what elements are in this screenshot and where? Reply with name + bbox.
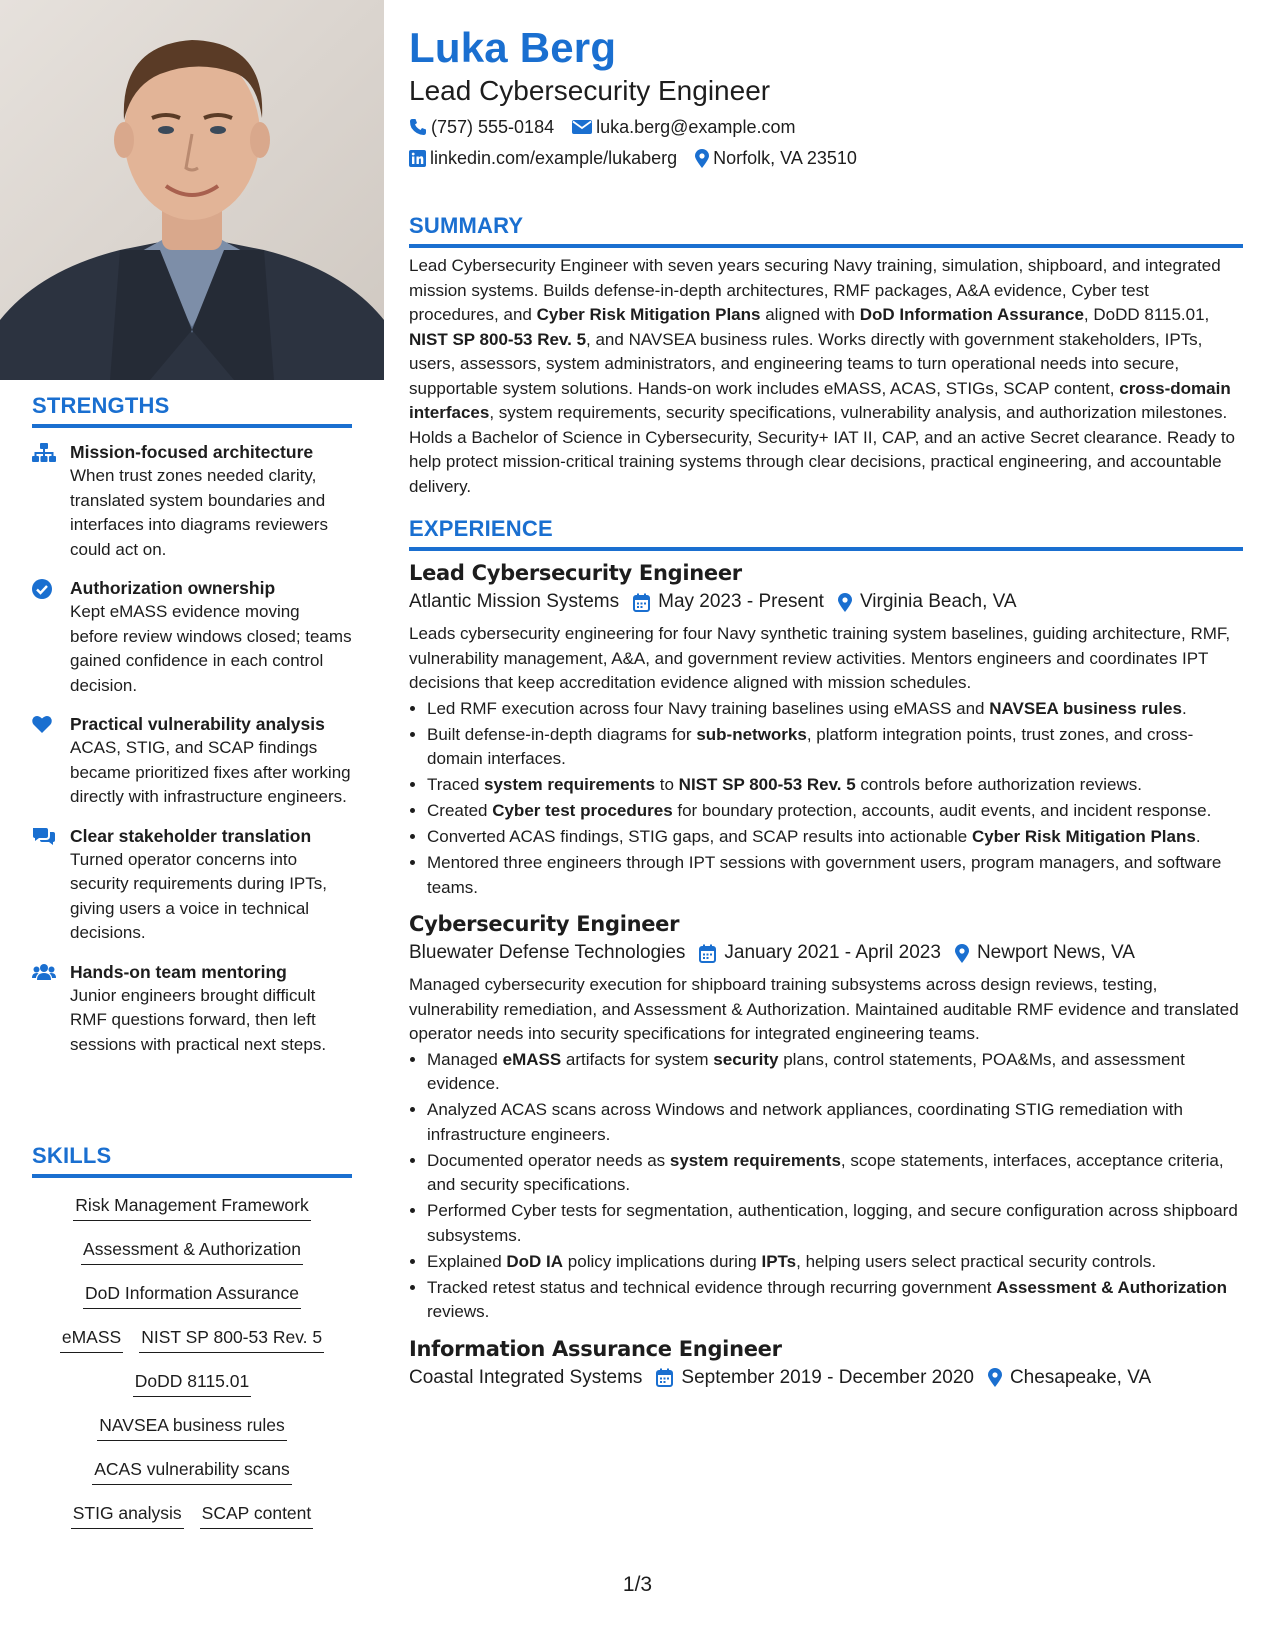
location-contact [695,146,857,170]
strength-item [32,712,352,810]
map-pin-icon [988,1368,1002,1387]
list-item: • Traced system requirements to NIST SP 800-53 Rev. 5 controls before authorization reviews. [427,773,1243,798]
email-contact[interactable] [572,115,795,139]
check-circle-icon [32,576,56,698]
job-company: Coastal Integrated Systems [409,1366,643,1388]
skill-tag: SCAP content [200,1500,314,1529]
list-item: • Performed Cyber tests for segmentation, authentication, logging, and secure configuration across shipboard subsystems. [427,1199,1243,1248]
job-description: Managed cybersecurity execution for shipboard training subsystems across design reviews, testing, vulnerability remediation, and Assessment & Authorization. Maintained auditable RMF evidence and translated operator needs into security specifications for integrated engineering teams. [409,975,1239,1043]
location-text: Norfolk, VA 23510 [713,148,857,168]
skill-tag: Assessment & Authorization [81,1236,303,1265]
strength-title: Mission-focused architecture [70,442,314,462]
sitemap-icon [32,440,56,562]
calendar-icon [633,593,650,612]
users-icon [32,960,56,1058]
skill-tag: eMASS [60,1324,123,1353]
strength-desc: Junior engineers brought difficult RMF questions forward, then left sessions with practical next steps. [70,985,327,1054]
job-company: Atlantic Mission Systems [409,591,620,612]
job-title: Cybersecurity Engineer [409,912,680,936]
job-meta [409,589,1243,615]
skill-tag: Risk Management Framework [73,1192,310,1221]
job-dates: September 2019 - December 2020 [681,1366,974,1388]
job-description: Leads cybersecurity engineering for four Navy synthetic training system baselines, guiding architecture, RMF, vulnerability management, A&A, and government review activities. Mentors engineers and coordinates IPT decisions that keep accreditation evidence aligned with mission schedules. [409,624,1231,692]
strength-desc: When trust zones needed clarity, translated system boundaries and interfaces into diagrams reviewers could act on. [70,466,328,559]
list-item: • Explained DoD IA policy implications during IPTs, helping users select practical security controls. [427,1250,1243,1275]
strength-title: Authorization ownership [70,578,276,598]
strength-item [32,576,352,698]
skill-tag: STIG analysis [71,1500,184,1529]
job-location: Chesapeake, VA [1009,1366,1152,1388]
skill-tag: NIST SP 800-53 Rev. 5 [139,1324,324,1353]
linkedin-text: linkedin.com/example/lukaberg [430,148,678,168]
strength-item [32,440,352,562]
map-pin-icon [838,593,852,612]
strength-title: Practical vulnerability analysis [70,714,325,734]
contact-row [409,115,1243,139]
job-title: Lead Cybersecurity Engineer [409,561,742,585]
contact-row [409,146,1243,170]
skill-tag: ACAS vulnerability scans [92,1456,292,1485]
map-pin-icon [955,944,969,963]
skills-title: SKILLS [32,1143,112,1168]
linkedin-icon [409,150,426,167]
job-bullets [409,1048,1243,1325]
job-entry [409,559,1243,900]
strength-desc: Turned operator concerns into security requirements during IPTs, giving users a voice in technical decisions. [70,849,327,942]
experience-section [409,515,1243,1391]
strength-title: Hands-on team mentoring [70,961,287,982]
job-meta [409,1365,1243,1391]
strength-desc: ACAS, STIG, and SCAP findings became prioritized fixes after working directly with infrastructure engineers. [70,738,351,806]
strength-item [32,960,352,1058]
list-item: • Created Cyber test procedures for boundary protection, accounts, audit events, and incident response. [427,799,1243,824]
skills-section [32,1142,352,1544]
job-title: Information Assurance Engineer [409,1336,782,1361]
job-meta [409,940,1243,966]
phone-icon [409,118,427,136]
left-column [0,0,384,1650]
summary-section [409,212,1243,499]
skill-tag: DoDD 8115.01 [133,1368,251,1397]
skill-tag: DoD Information Assurance [83,1280,301,1309]
list-item: • Documented operator needs as system requirements, scope statements, interfaces, acceptance criteria, and security specifications. [427,1149,1243,1198]
linkedin-contact[interactable] [409,146,677,170]
calendar-icon [699,944,716,963]
email-text: luka.berg@example.com [596,117,796,137]
list-item: • Tracked retest status and technical evidence through recurring government Assessment & Authorization reviews. [427,1276,1243,1325]
list-item: • Converted ACAS findings, STIG gaps, and SCAP results into actionable Cyber Risk Mitigation Plans. [427,825,1243,850]
strengths-title: STRENGTHS [32,393,170,418]
phone-text: (757) 555-0184 [431,117,555,137]
job-location: Virginia Beach, VA [859,591,1017,612]
strengths-section [32,392,352,1071]
map-pin-icon [695,149,709,168]
job-dates: January 2021 - April 2023 [724,942,941,963]
page-number: 1/3 [622,1573,653,1596]
calendar-icon [656,1368,673,1387]
summary-text: Lead Cybersecurity Engineer with seven years securing Navy training, simulation, shipboard, and integrated mission systems. Builds defense-in-depth architectures, RMF packages, A&A evidence, Cyber test procedures, and Cyber Risk Mitigation Plans aligned with DoD Information Assurance, DoDD 8115.01, NIST SP 800-53 Rev. 5, and NAVSEA business rules. Works directly with government stakeholders, IPTs, users, assessors, system administrators, and engineering teams to turn operational needs into secure, supportable system solutions. Hands-on work includes eMASS, ACAS, STIGs, SCAP content, cross-domain interfaces, system requirements, security specifications, vulnerability analysis, and authorization milestones. Holds a Bachelor of Science in Cybersecurity, Security+ IAT II, CAP, and an active Secret clearance. Ready to help protect mission-critical training systems through clear decisions, practical engineering, and accountable delivery. [409,256,1236,496]
experience-rule [409,547,1243,551]
heart-icon [32,712,56,810]
envelope-icon [572,119,592,135]
job-entry [409,1335,1243,1391]
summary-rule [409,244,1243,248]
list-item: • Analyzed ACAS scans across Windows and network appliances, coordinating STIG remediation with infrastructure engineers. [427,1098,1243,1147]
job-bullets [409,697,1243,901]
phone-contact[interactable] [409,115,554,139]
job-company: Bluewater Defense Technologies [409,942,686,963]
right-column [409,22,1243,1391]
comments-icon [32,824,56,946]
job-location: Newport News, VA [976,942,1135,963]
strengths-rule [32,424,352,428]
strength-item [32,824,352,946]
list-item: • Managed eMASS artifacts for system security plans, control statements, POA&Ms, and assessment evidence. [427,1048,1243,1097]
skill-tag: NAVSEA business rules [97,1412,286,1441]
strength-desc: Kept eMASS evidence moving before review windows closed; teams gained confidence in each control decision. [70,602,352,695]
candidate-headline: Lead Cybersecurity Engineer [409,75,771,106]
skills-rule [32,1174,352,1178]
summary-title: SUMMARY [409,213,524,238]
experience-title: EXPERIENCE [409,516,553,541]
list-item: • Built defense-in-depth diagrams for sub-networks, platform integration points, trust zones, and cross-domain interfaces. [427,723,1243,772]
list-item: • Mentored three engineers through IPT sessions with government users, program managers, and software teams. [427,851,1243,900]
job-entry [409,910,1243,1325]
job-dates: May 2023 - Present [658,591,824,612]
strength-title: Clear stakeholder translation [70,825,312,846]
list-item: • Led RMF execution across four Navy training baselines using eMASS and NAVSEA business rules. [427,697,1243,722]
candidate-name: Luka Berg [409,24,617,71]
profile-photo [0,0,384,380]
